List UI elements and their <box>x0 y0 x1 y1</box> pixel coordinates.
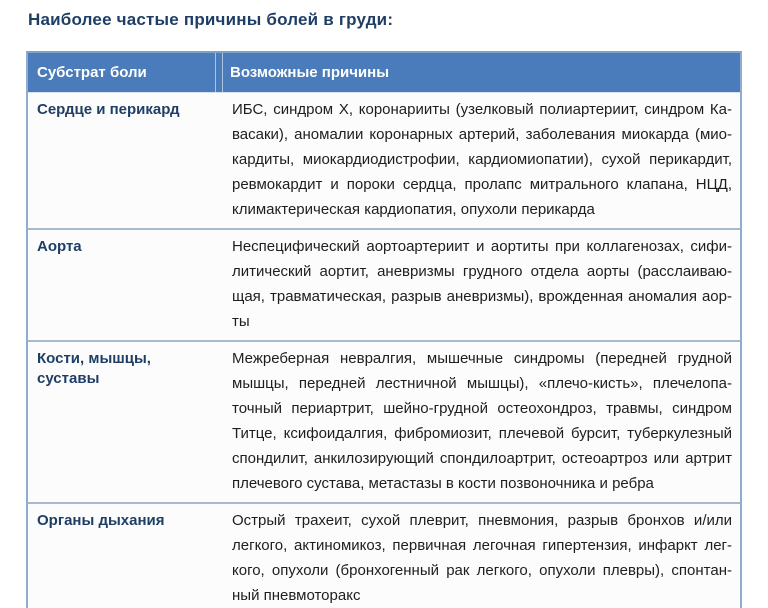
causes-line: спондилит, анкилозирующий спондилоартрит, остеоартроз или артрит <box>232 450 732 467</box>
causes-line: щая, травматическая, разрыв аневризмы), врожденная аномалия аор- <box>232 288 732 305</box>
causes-cell <box>223 508 740 608</box>
causes-line: мышцы, передней лестничной мышцы), «плечо-кисть», плечелопа- <box>232 375 732 392</box>
causes-cell <box>223 97 740 222</box>
causes-cell <box>223 346 740 496</box>
page-title: Наиболее частые причины болей в груди: <box>28 10 394 29</box>
causes-line: кого, опухоли (бронхогенный рак легкого, опухоли плевры), спонтан- <box>232 562 732 579</box>
substrate-cell: Органы дыхания <box>37 512 165 529</box>
causes-line: Неспецифический аортоартериит и аортиты при коллагенозах, сифи- <box>232 238 732 255</box>
causes-line: ревмокардит и пороки сердца, пролапс митрального клапана, НЦД, <box>232 176 732 193</box>
causes-cell <box>223 234 740 334</box>
causes-line: Титце, ксифоидалгия, фибромиозит, плечевой бурсит, туберкулезный <box>232 425 732 442</box>
chest-pain-causes-table <box>26 51 742 608</box>
table-row-respiratory-organs <box>28 502 740 608</box>
causes-line: легкого, актиномикоз, первичная легочная гипертензия, инфаркт лег- <box>232 537 732 554</box>
table-header-row <box>28 53 740 92</box>
causes-line: Острый трахеит, сухой плеврит, пневмония, разрыв бронхов и/или <box>232 512 732 529</box>
substrate-cell: Кости, мышцы, суставы <box>37 350 151 387</box>
substrate-cell: Сердце и перикард <box>37 101 180 118</box>
causes-line: ты <box>232 313 250 330</box>
header-column-divider <box>215 53 223 92</box>
causes-line: литический аортит, аневризмы грудного отдела аорты (расслаиваю- <box>232 263 732 280</box>
causes-line: ный пневмоторакс <box>232 587 361 604</box>
substrate-cell: Аорта <box>37 238 82 255</box>
table-row-heart-pericardium <box>28 92 740 228</box>
table-row-aorta <box>28 228 740 340</box>
causes-line: васаки), аномалии коронарных артерий, заболевания миокарда (мио- <box>232 126 732 143</box>
table-header-causes: Возможные причины <box>230 64 390 81</box>
causes-line: кардиты, миокардиодистрофии, кардиомиопатии), сухой перикардит, <box>232 151 732 168</box>
table-header-substrate: Субстрат боли <box>37 64 147 81</box>
causes-line: Межреберная невралгия, мышечные синдромы (передней грудной <box>232 350 732 367</box>
table-row-bones-muscles-joints <box>28 340 740 502</box>
causes-line: точный периартрит, шейно-грудной остеохондроз, травмы, синдром <box>232 400 732 417</box>
causes-line: плечевого сустава, метастазы в кости позвоночника и ребра <box>232 475 654 492</box>
causes-line: климактерическая кардиопатия, опухоли перикарда <box>232 201 595 218</box>
causes-line: ИБС, синдром Х, коронарииты (узелковый полиартериит, синдром Ка- <box>232 101 732 118</box>
